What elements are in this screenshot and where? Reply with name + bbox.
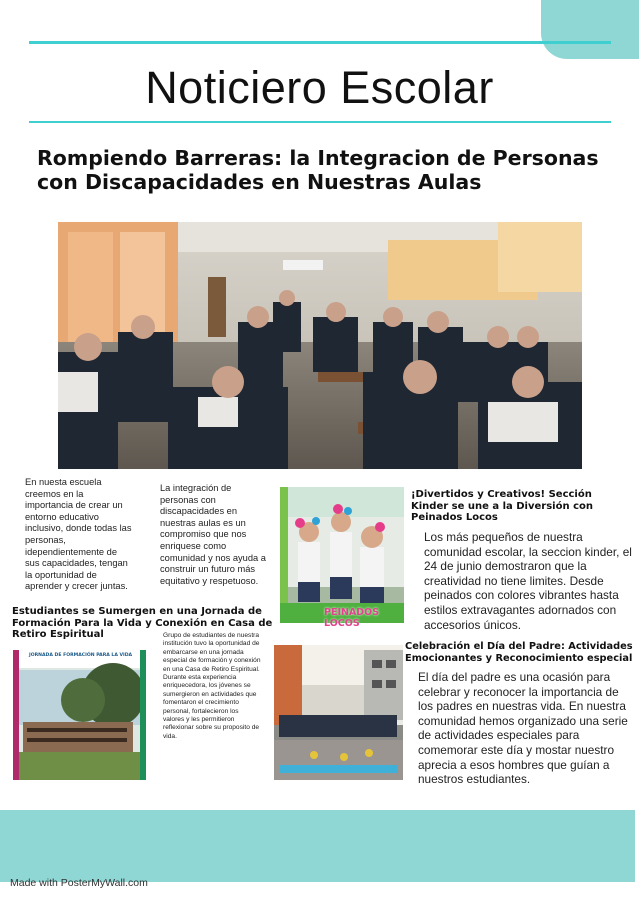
top-rule — [29, 41, 611, 44]
kinder-photo — [280, 487, 404, 629]
main-headline: Rompiendo Barreras: la Integracion de Personas con Discapacidades en Nuestras Aulas — [37, 146, 599, 194]
retreat-headline: Estudiantes se Sumergen en una Jornada de Formación Para la Vida y Conexión en Casa de Retiro Espiritual — [12, 606, 273, 640]
corner-decoration — [541, 0, 639, 59]
retreat-banner-text: JORNADA DE FORMACIÓN PARA LA VIDA — [29, 653, 133, 658]
kinder-headline: ¡Divertidos y Creativos! Sección Kinder se une a la Diversión con Peinados Locos — [411, 489, 593, 523]
fathers-day-body: El día del padre es una ocasión para celebrar y reconocer la importancia de los padres en nuestras vida. En nuestra comunidad hemos organizado una serie de actividades especiales para comemorar este día y mostar nuestro aprecia a esos hombres que guían a nuestros estudiantes. — [418, 670, 628, 787]
classroom-photo — [58, 222, 582, 469]
kinder-body: Los más pequeños de nuestra comunidad escolar, la seccion kinder, el 24 de junio demostraron que la creatividad no tiene limites. Desde peinados con colores vibrantes hasta estilos extravagantes adornados con accesorios únicos. — [424, 530, 632, 632]
kinder-photo-label: PEINADOS LOCOS — [324, 607, 380, 629]
main-article-col1: En nuesta escuela creemos en la importancia de crear un entorno educativo inclusivo, donde todas las personas, idependientemente de sus capacidades, tengan la oportunidad de aprender y crecer juntas. — [25, 477, 132, 592]
retreat-photo — [13, 650, 146, 780]
footer-credit: Made with PosterMyWall.com — [10, 877, 148, 889]
masthead-title: Noticiero Escolar — [145, 62, 494, 113]
retreat-body: Grupo de estudiantes de nuestra institución tuvo la oportunidad de embarcarse en una jornada especial de formación y conexión en una Casa de Retiro Espiritual. Durante esta experiencia enriquecedora, los jóvenes se sumergieron en actividades que fomentaron el crecimiento personal, fortalecieron los valores y les permitieron reflexionar sobre su proposito de vida. — [163, 632, 261, 740]
footer-band — [0, 810, 635, 882]
masthead-rule — [29, 121, 611, 123]
main-article-col2: La integración de personas con discapacidades en nuestras aulas es un compromiso que nos enriquese como comunidad y nos ayuda a construir un futuro más equitativo y respetuoso. — [160, 483, 266, 586]
fathers-day-photo — [274, 645, 403, 780]
fathers-day-headline: Celebración el Día del Padre: Actividades Emocionantes y Reconocimiento especial — [405, 641, 633, 664]
